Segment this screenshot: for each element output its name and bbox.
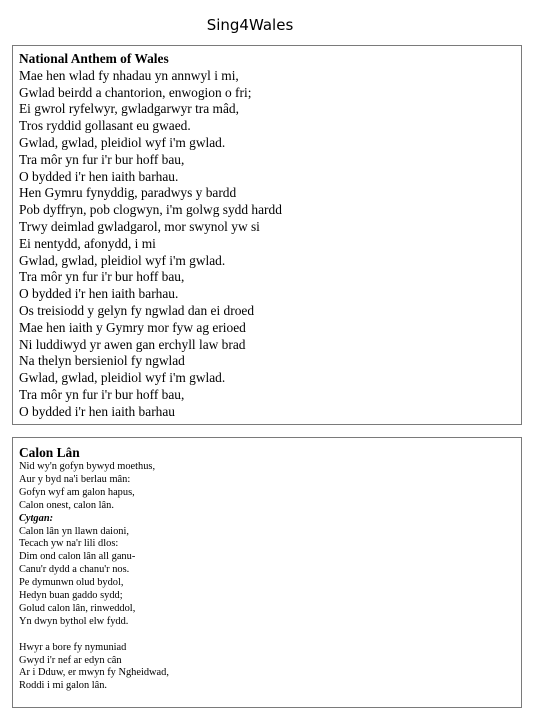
anthem-line: Gwlad, gwlad, pleidiol wyf i'm gwlad. [19,370,226,386]
anthem-line: O bydded i'r hen iaith barhau [19,403,175,419]
calon-lan-text [19,461,521,693]
anthem-line: Hen Gymru fynyddig, paradwys y bardd [19,185,237,201]
anthem-panel [12,45,522,425]
anthem-line: Na thelyn bersieniol fy ngwlad [19,353,185,369]
page-title: Sing4Wales [206,16,294,34]
anthem-line: Gwlad, gwlad, pleidiol wyf i'm gwlad. [19,252,226,268]
calon-line: Tecach yw na'r lili dlos: [19,538,119,550]
anthem-line: Ni luddiwyd yr awen gan erchyll law brad [19,336,246,352]
anthem-line: O bydded i'r hen iaith barhau. [19,286,179,302]
anthem-title: National Anthem of Wales [19,51,169,66]
calon-line: Hedyn buan gaddo sydd; [19,590,123,602]
calon-line: Calon lân yn llawn daioni, [19,525,129,537]
anthem-line: Tra môr yn fur i'r bur hoff bau, [19,386,185,402]
calon-line: Dim ond calon lân all ganu- [19,551,136,563]
calon-line-blank [19,629,521,642]
calon-line: Yn dwyn bythol elw fydd. [19,615,129,627]
calon-line: Calon onest, calon lân. [19,499,114,511]
anthem-line: Tros ryddid gollasant eu gwaed. [19,118,191,134]
anthem-line: Pob dyffryn, pob clogwyn, i'm golwg sydd hardd [19,202,282,218]
anthem-line: Mae hen wlad fy nhadau yn annwyl i mi, [19,67,239,83]
calon-line: Hwyr a bore fy nymuniad [19,641,127,653]
calon-lan-panel [12,437,522,708]
anthem-line: Gwlad, gwlad, pleidiol wyf i'm gwlad. [19,134,226,150]
calon-line: Roddi i mi galon lân. [19,680,108,692]
anthem-line: Gwlad beirdd a chantorion, enwogion o fri; [19,84,252,100]
calon-line: Ar i Dduw, er mwyn fy Ngheidwad, [19,667,169,679]
calon-line: Pe dymunwn olud bydol, [19,577,124,589]
calon-line: Aur y byd na'i berlau mân: [19,473,131,485]
calon-lan-title: Calon Lân [19,445,80,460]
anthem-line: Tra môr yn fur i'r bur hoff bau, [19,269,185,285]
chorus-label: Cytgan: [19,512,54,524]
anthem-text [19,51,521,421]
anthem-line: Os treisiodd y gelyn fy ngwlad dan ei droed [19,302,255,318]
anthem-line: Ei gwrol ryfelwyr, gwladgarwyr tra mâd, [19,101,239,117]
anthem-line: Ei nentydd, afonydd, i mi [19,235,156,251]
calon-line: Gwyd i'r nef ar edyn cân [19,654,122,666]
calon-line: Nid wy'n gofyn bywyd moethus, [19,461,156,472]
anthem-line: Tra môr yn fur i'r bur hoff bau, [19,151,185,167]
calon-line: Canu'r dydd a chanu'r nos. [19,564,130,576]
anthem-line: O bydded i'r hen iaith barhau. [19,168,179,184]
calon-line: Golud calon lân, rinweddol, [19,602,136,614]
anthem-line: Trwy deimlad gwladgarol, mor swynol yw si [19,218,260,234]
calon-line: Gofyn wyf am galon hapus, [19,486,135,498]
anthem-line: Mae hen iaith y Gymry mor fyw ag erioed [19,319,246,335]
